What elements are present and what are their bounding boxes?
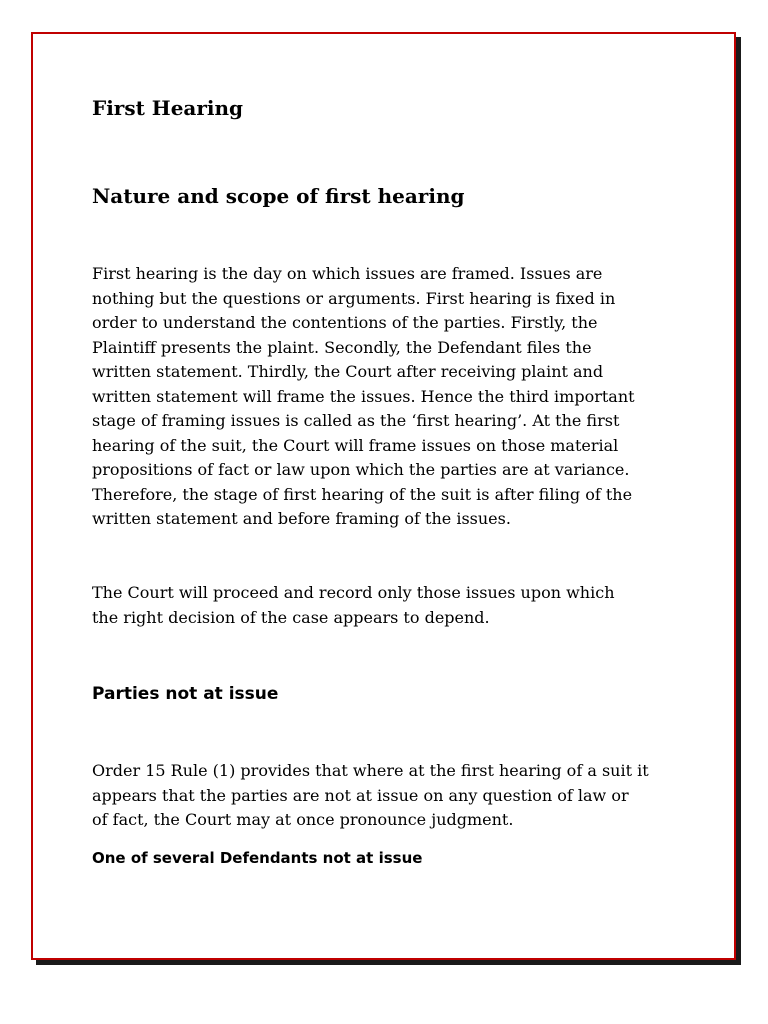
text-line: order to understand the contentions of the parties. Firstly, the bbox=[92, 313, 598, 332]
paragraph-first-hearing-definition bbox=[92, 262, 692, 532]
text-line: written statement and before framing of the issues. bbox=[92, 509, 511, 528]
text-line: hearing of the suit, the Court will frame issues on those material bbox=[92, 435, 619, 455]
text-line: propositions of fact or law upon which the parties are at variance. bbox=[92, 460, 630, 479]
document-page bbox=[31, 32, 736, 960]
text-line: stage of framing issues is called as the ‘first hearing’. At the first bbox=[92, 411, 620, 430]
text-line: Plaintiff presents the plaint. Secondly, the Defendant files the bbox=[92, 337, 592, 357]
paragraph-court-record-issues bbox=[92, 581, 692, 630]
text-line: written statement. Thirdly, the Court after receiving plaint and bbox=[92, 362, 604, 381]
text-line: nothing but the questions or arguments. First hearing is fixed in bbox=[92, 288, 616, 308]
section-heading-nature-scope: Nature and scope of first hearing bbox=[92, 184, 465, 208]
text-line: Order 15 Rule (1) provides that where at the first hearing of a suit it bbox=[92, 761, 649, 780]
section-heading-several-defendants: One of several Defendants not at issue bbox=[92, 849, 423, 867]
text-line: appears that the parties are not at issue on any question of law or bbox=[92, 785, 629, 805]
section-heading-parties-not-at-issue: Parties not at issue bbox=[92, 684, 279, 704]
text-line: written statement will frame the issues. Hence the third important bbox=[92, 386, 635, 406]
text-line: the right decision of the case appears to depend. bbox=[92, 607, 490, 627]
text-line: The Court will proceed and record only those issues upon which bbox=[92, 583, 615, 602]
document-title: First Hearing bbox=[92, 96, 244, 120]
text-line: First hearing is the day on which issues are framed. Issues are bbox=[92, 264, 603, 283]
paragraph-order-15-rule-1 bbox=[92, 759, 692, 833]
text-line: Therefore, the stage of first hearing of the suit is after filing of the bbox=[92, 484, 633, 504]
text-line: of fact, the Court may at once pronounce judgment. bbox=[92, 810, 514, 829]
